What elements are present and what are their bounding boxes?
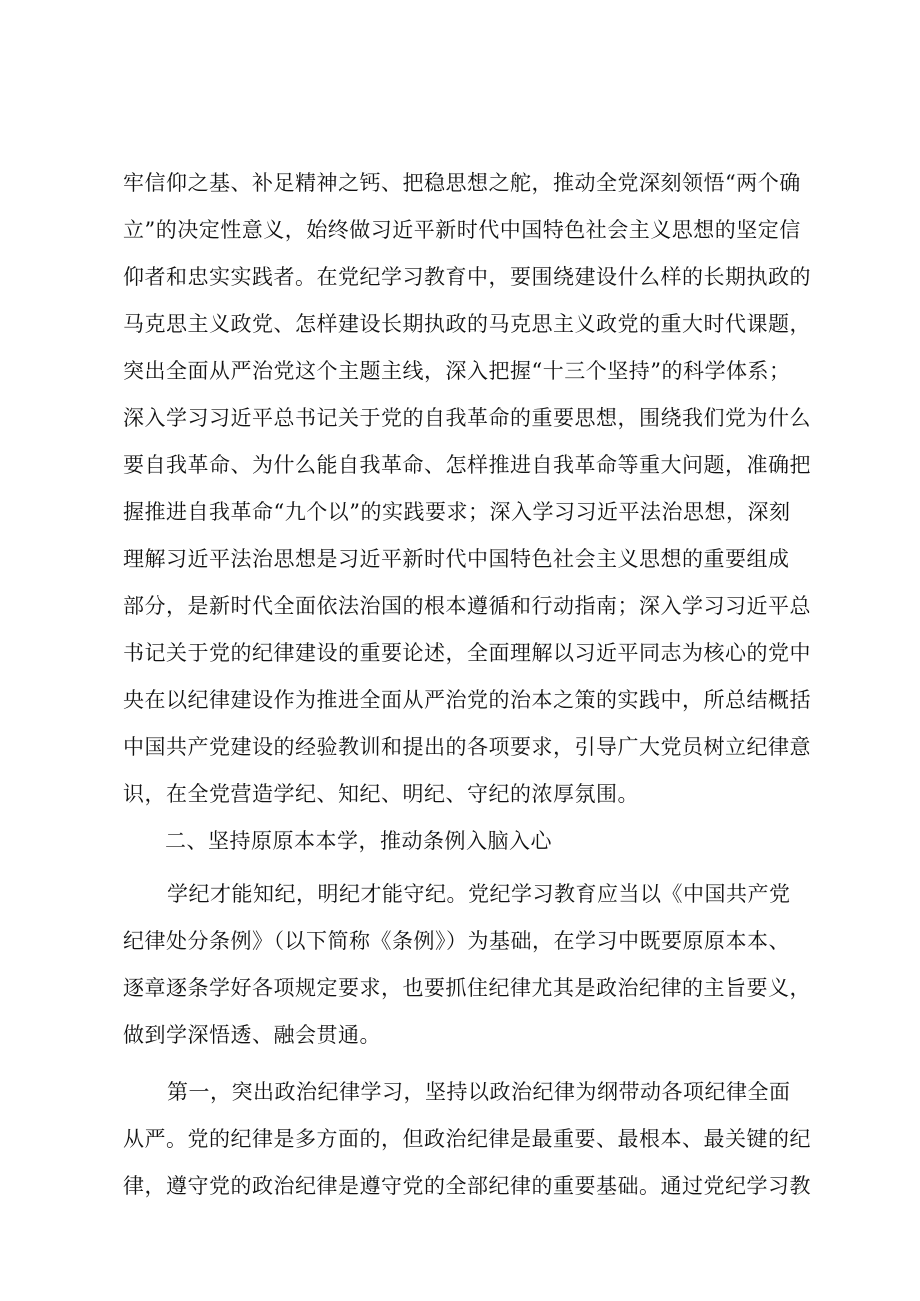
document-body: [123, 160, 813, 1210]
text-line: 突出全面从严治党这个主题主线，深入把握“十三个坚持”的科学体系；: [123, 359, 791, 383]
text-line: 马克思主义政党、怎样建设长期执政的马克思主义政党的重大时代课题，: [123, 312, 811, 336]
text-line: 中国共产党建设的经验教训和提出的各项要求，引导广大党员树立纪律意: [123, 735, 811, 759]
text-line: 识，在全党营造学纪、知纪、明纪、守纪的浓厚氛围。: [123, 782, 639, 806]
text-line: 逐章逐条学好各项规定要求，也要抓住纪律尤其是政治纪律的主旨要义，: [123, 976, 811, 1000]
text-line: 仰者和忠实实践者。在党纪学习教育中，要围绕建设什么样的长期执政的: [123, 265, 811, 289]
text-line: 牢信仰之基、补足精神之钙、把稳思想之舵，推动全党深刻领悟“两个确: [123, 171, 801, 195]
text-line: 部分，是新时代全面依法治国的根本遵循和行动指南；深入学习习近平总: [123, 594, 811, 618]
text-line: 立”的决定性意义，始终做习近平新时代中国特色社会主义思想的坚定信: [123, 218, 801, 242]
text-line: 央在以纪律建设作为推进全面从严治党的治本之策的实践中，所总结概括: [123, 688, 811, 712]
paragraph-spacer: [123, 1059, 813, 1069]
text-line: 纪律处分条例》（以下简称《条例》）为基础，在学习中既要原原本本、: [123, 929, 790, 953]
text-line: 书记关于党的纪律建设的重要论述，全面理解以习近平同志为核心的党中: [123, 641, 811, 665]
text-line: 握推进自我革命“九个以”的实践要求；深入学习习近平法治思想，深刻: [123, 500, 791, 524]
section-heading: 二、坚持原原本本学，推动条例入脑入心: [165, 829, 552, 853]
text-line: 学纪才能知纪，明纪才能守纪。党纪学习教育应当以《中国共产党: [167, 882, 791, 906]
paragraph-3: [123, 1069, 813, 1210]
text-line: 第一，突出政治纪律学习，坚持以政治纪律为纲带动各项纪律全面: [167, 1080, 791, 1104]
text-line: 要自我革命、为什么能自我革命、怎样推进自我革命等重大问题，准确把: [123, 453, 811, 477]
paragraph-2: [123, 871, 813, 1059]
text-line: 做到学深悟透、融会贯通。: [123, 1023, 381, 1047]
text-line: 理解习近平法治思想是习近平新时代中国特色社会主义思想的重要组成: [123, 547, 790, 571]
text-line: 从严。党的纪律是多方面的，但政治纪律是最重要、最根本、最关键的纪: [123, 1127, 811, 1151]
text-line: 律，遵守党的政治纪律是遵守党的全部纪律的重要基础。通过党纪学习教: [123, 1174, 811, 1198]
paragraph-1: [123, 160, 813, 818]
text-line: 深入学习习近平总书记关于党的自我革命的重要思想，围绕我们党为什么: [123, 406, 811, 430]
